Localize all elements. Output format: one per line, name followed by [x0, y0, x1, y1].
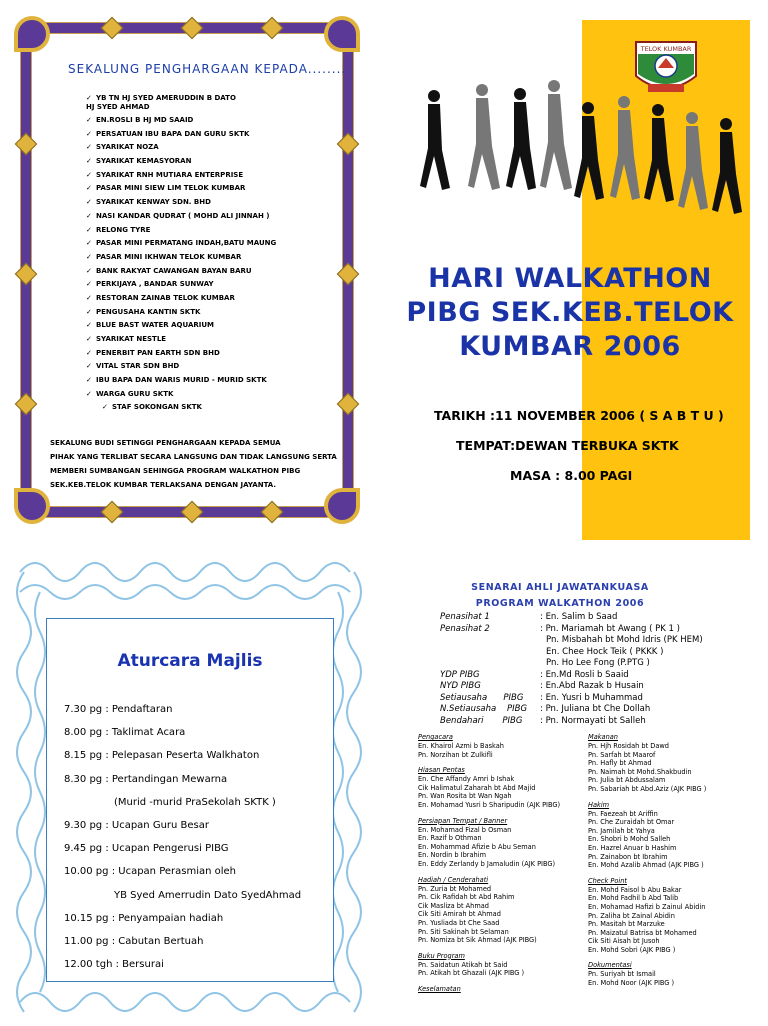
border-knot [101, 17, 124, 40]
committee-member: En. Hazrel Anuar b Hashim [588, 843, 677, 852]
list-item: ✓ WARGA GURU SKTK [86, 389, 174, 398]
border-knot [181, 17, 204, 40]
list-item: ✓ IBU BAPA DAN WARIS MURID - MURID SKTK [86, 376, 267, 385]
list-item: ✓ SYARIKAT NESTLE [86, 335, 167, 343]
list-item: ✓ PENGUSAHA KANTIN SKTK [86, 307, 201, 316]
committee-member: Pn. Naimah bt Mohd.Shakbudin [588, 767, 692, 776]
committee-group [418, 732, 588, 759]
committee-member: En. Mohamad Hafizi b Zainul Abidin [588, 902, 706, 911]
border-knot [261, 501, 284, 524]
sponsors-heading: SEKALUNG PENGHARGAAN KEPADA........ [68, 62, 347, 76]
border-knot [181, 501, 204, 524]
committee-member: Pn. Atikah bt Ghazali (AJK PIBG ) [418, 969, 525, 978]
list-item: ✓ PASAR MINI IKHWAN TELOK KUMBAR [86, 252, 242, 261]
list-item: ✓ PASAR MINI PERMATANG INDAH,BATU MAUNG [86, 239, 277, 248]
list-item: ✓ STAF SOKONGAN SKTK [102, 403, 202, 412]
border-knot [15, 393, 38, 416]
committee-member: Pn. Wan Rosita bt Wan Ngah [418, 792, 512, 801]
committee-member: En. Razif b Othman [418, 834, 482, 843]
committee-member: Pn. Norzihan bt Zulkifli [418, 750, 493, 759]
corner-ornament [324, 488, 360, 524]
list-item: ✓ SYARIKAT KENWAY SDN. BHD [86, 198, 211, 207]
committee-member: En. Che Affandy Amri b Ishak [418, 775, 515, 784]
committee-member: En. Mohd Fadhil b Abd Talib [588, 894, 679, 903]
committee-member: Cik Halimatul Zaharah bt Abd Majid [418, 783, 536, 792]
list-item: 8.30 pg : Pertandingan Mewarna [64, 773, 228, 785]
programme-heading: Aturcara Majlis [117, 651, 263, 671]
committee-group [588, 800, 758, 870]
list-item: ✓ BANK RAKYAT CAWANGAN BAYAN BARU [86, 266, 252, 275]
committee-member: Pn. Jamilah bt Yahya [588, 826, 655, 835]
list-item: ✓ SYARIKAT NOZA [86, 143, 159, 152]
committee-member: Pn. Hjh Rosidah bt Dawd [588, 742, 669, 750]
committee-member: Pn. Cik Rafidah bt Abd Rahim [418, 893, 515, 902]
committee-group [418, 765, 588, 809]
committee-member: Pn. Siti Sakinah bt Selaman [418, 927, 509, 936]
committee-member: Pn. Che Zuraidah bt Omar [588, 818, 675, 827]
committee-group-heading: Keselamatan [418, 984, 461, 993]
list-item: 9.30 pg : Ucapan Guru Besar [64, 819, 209, 831]
list-item: 9.45 pg : Ucapan Pengerusi PIBG [64, 843, 229, 855]
border-knot [15, 263, 38, 286]
list-item: 10.15 pg : Penyampaian hadiah [64, 912, 224, 924]
list-item: (Murid -murid PraSekolah SKTK ) [114, 796, 276, 808]
closing-statement: SEKALUNG BUDI SETINGGI PENGHARGAAN KEPADA SEMUA PIHAK YANG TERLIBAT SECARA LANGSUNG DAN TIDAK LANGSUNG SERTA MEMBERI SUMBANGAN SEHINGGA PROGRAM WALKATHON PIBG SEK.KEB.TELOK KUMBAR TERLAKSANA DENGAN JAYANTA. [50, 439, 337, 489]
committee-member: En. Mohd Faisol b Abu Bakar [588, 885, 682, 894]
list-item: ✓ YB TN HJ SYED AMERUDDIN B DATO HJ SYED AHMAD [86, 94, 236, 111]
list-item: 12.00 tgh : Bersurai [64, 959, 164, 971]
committee-member: Pn. Saidatun Atikah bt Said [418, 960, 508, 969]
committee-member: Pn. Faezeah bt Ariffin [588, 809, 658, 818]
committee-member: Pn. Maizatul Batrisa bt Mohamed [588, 928, 697, 937]
list-item: YB Syed Amerrudin Dato SyedAhmad [114, 889, 302, 901]
list-item: ✓ RELONG TYRE [86, 225, 151, 234]
border-knot [15, 133, 38, 156]
committee-member: Pn. Suriyah bt Ismail [588, 970, 656, 979]
list-item: 8.15 pg : Pelepasan Peserta Walkhaton [64, 750, 260, 762]
committee-group-heading: Makanan [588, 733, 618, 741]
border-knot [337, 133, 360, 156]
sponsor-list [86, 94, 276, 415]
committee-group-heading: Persiapan Tempat / Banner [418, 816, 508, 825]
committee-group [588, 876, 758, 955]
list-item: ✓ RESTORAN ZAINAB TELOK KUMBAR [86, 293, 235, 302]
committee-member: Pn. Zainabon bt Ibrahim [588, 852, 668, 861]
list-item: ✓ VITAL STAR SDN BHD [86, 362, 180, 371]
committee-group-heading: Pengacara [418, 733, 453, 741]
committee-title-line1: SENARAI AHLI JAWATANKUASA [471, 582, 649, 593]
committee-group [588, 960, 758, 987]
list-item: ✓ SYARIKAT KEMASYORAN [86, 157, 192, 166]
corner-ornament [324, 16, 360, 52]
committee-group [418, 875, 588, 945]
committee-member: Pn. Julia bt Abdussalam [588, 776, 666, 785]
list-item: ✓ NASI KANDAR QUDRAT ( MOHD ALI JINNAH ) [86, 211, 270, 220]
committee-member: En. Shobri b Mohd Salleh [588, 835, 671, 844]
committee-group-heading: Hakim [588, 800, 610, 809]
committee-member: Pn. Zaliha bt Zainal Abidin [588, 911, 675, 920]
list-item: ✓ PERKIJAYA , BANDAR SUNWAY [86, 280, 214, 289]
committee-member: Pn. Zuria bt Mohamed [418, 884, 492, 893]
committee-group [418, 816, 588, 869]
committee-member: En. Mohd Noor (AJK PIBG ) [588, 979, 675, 988]
committee-title-line2: PROGRAM WALKATHON 2006 [475, 598, 645, 609]
committee-group [418, 984, 588, 994]
committee-group [418, 951, 588, 978]
border-knot [337, 263, 360, 286]
committee-group-heading: Buku Program [418, 951, 465, 960]
committee-left-column [418, 732, 588, 1000]
list-item: 7.30 pg : Pendaftaran [64, 704, 173, 715]
committee-group-heading: Hadiah / Cenderahati [418, 875, 489, 884]
list-item: ✓ BLUE BAST WATER AQUARIUM [86, 321, 215, 330]
list-item: ✓ PENERBIT PAN EARTH SDN BHD [86, 348, 220, 357]
committee-member: Pn. Masitah bt Marzuke [588, 920, 665, 929]
committee-member: En. Mohd Sobri (AJK PIBG ) [588, 945, 676, 954]
event-venue: TEMPAT:DEWAN TERBUKA SKTK [456, 438, 679, 453]
committee-group-heading: Hiasan Pentas [418, 766, 465, 775]
committee-member: En. Mohamad Fizal b Osman [418, 825, 512, 834]
committee-member: Pn. Hafly bt Ahmad [588, 759, 652, 768]
list-item: ✓ SYARIKAT RNH MUTIARA ENTERPRISE [86, 170, 244, 179]
committee-right-column [588, 732, 758, 994]
list-item: ✓ PASAR MINI SIEW LIM TELOK KUMBAR [86, 184, 246, 193]
event-time: MASA : 8.00 PAGI [510, 468, 633, 483]
committee-member: En. Eddy Zerlandy b Jamaludin (AJK PIBG) [418, 859, 556, 868]
committee-member: En. Mohamad Yusri b Sharipudin (AJK PIBG) [418, 800, 561, 809]
list-item: ✓ EN.ROSLI B HJ MD SAAID [86, 116, 194, 124]
committee-member: Cik Siti Aisah bt Jusoh [588, 937, 660, 946]
list-item: 8.00 pg : Taklimat Acara [64, 727, 186, 739]
committee-group-heading: Check Point [588, 876, 627, 885]
list-item: 11.00 pg : Cabutan Bertuah [64, 935, 204, 947]
committee-member: En. Nordin b Ibrahim [418, 851, 486, 860]
list-item: ✓ PERSATUAN IBU BAPA DAN GURU SKTK [86, 129, 250, 138]
event-date: TARIKH :11 NOVEMBER 2006 ( S A B T U ) [434, 408, 724, 423]
border-knot [261, 17, 284, 40]
committee-member: En. Mohammad Afizie b Abu Seman [418, 842, 536, 851]
committee-member: Cik Siti Amirah bt Ahmad [418, 910, 501, 919]
committee-member: Pn. Sabariah bt Abd.Aziz (AJK PIBG ) [588, 784, 707, 793]
committee-member: Pn. Sarfah bt Maarof [588, 750, 656, 759]
logo-text: TELOK KUMBAR [640, 45, 692, 53]
border-knot [337, 393, 360, 416]
committee-member: Pn. Yusliada bt Che Saad [418, 918, 500, 927]
committee-member: En. Khairol Azmi b Baskah [418, 742, 504, 750]
committee-group [588, 732, 758, 794]
programme-schedule [64, 698, 301, 976]
committee-member: En. Mohd Azalib Ahmad (AJK PIBG ) [588, 861, 704, 870]
committee-member: Cik Masliza bt Ahmad [418, 901, 489, 910]
corner-ornament [14, 488, 50, 524]
list-item: 10.00 pg : Ucapan Perasmian oleh [64, 866, 237, 878]
border-knot [101, 501, 124, 524]
committee-member: Pn. Nomiza bt Sik Ahmad (AJK PIBG) [418, 936, 537, 945]
committee-group-heading: Dokumentasi [588, 961, 632, 970]
cover-title: HARI WALKATHON PIBG SEK.KEB.TELOK KUMBAR 2006 [406, 263, 734, 362]
corner-ornament [14, 16, 50, 52]
walkers-silhouette-image [416, 78, 756, 230]
